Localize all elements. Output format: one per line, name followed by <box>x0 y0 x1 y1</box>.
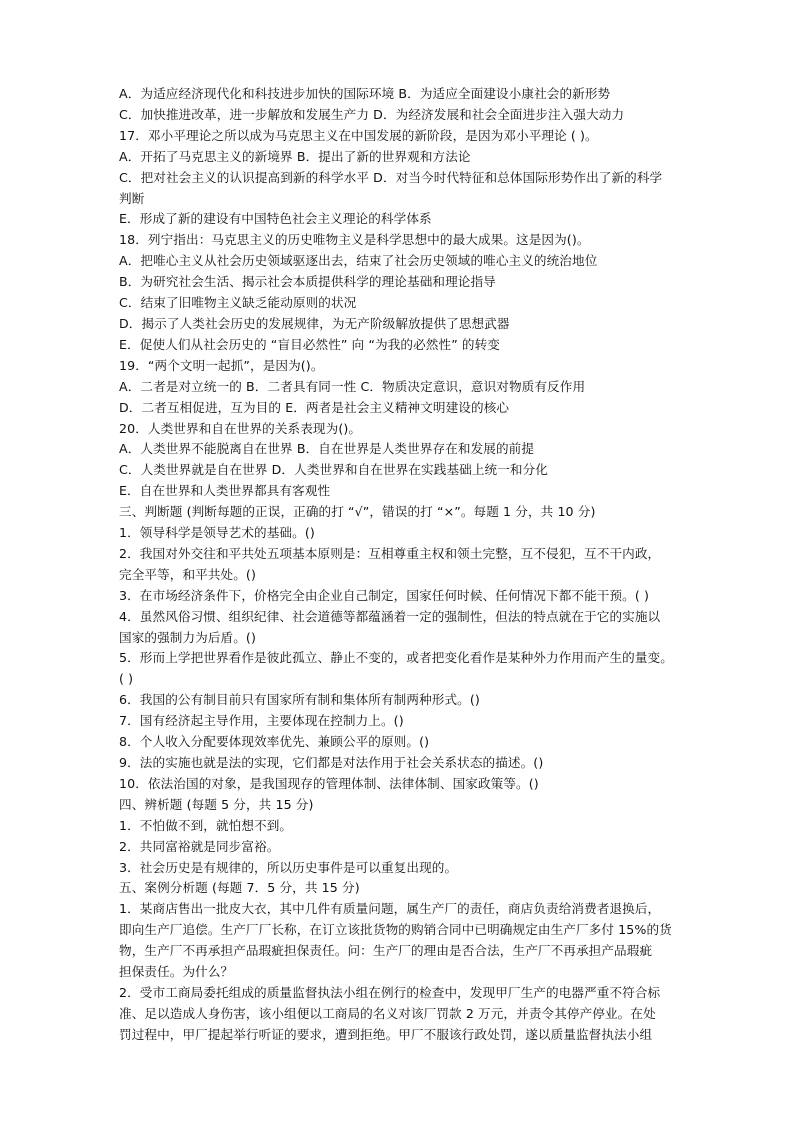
question-stem: 20．人类世界和自在世界的关系表现为()。 <box>119 420 362 436</box>
document-page <box>119 84 711 1046</box>
text-line: 7．国有经济起主导作用，主要体现在控制力上。() <box>119 713 404 729</box>
text-line: E．自在世界和人类世界都具有客观性 <box>119 483 331 499</box>
text-line: C．人类世界就是自在世界 D．人类世界和自在世界在实践基础上统一和分化 <box>119 462 548 478</box>
text-line: B．为研究社会生活、揭示社会本质提供科学的理论基础和理论指导 <box>119 274 496 290</box>
text-line: 物，生产厂不再承担产品瑕疵担保责任。问：生产厂的理由是否合法，生产厂不再承担产品瑕疵 <box>119 943 653 959</box>
text-line: 3．社会历史是有规律的，所以历史事件是可以重复出现的。 <box>119 859 458 875</box>
section-heading: 五、案例分析题 (每题 7．5 分，共 15 分) <box>119 880 360 896</box>
question-stem: 18．列宁指出：马克思主义的历史唯物主义是科学思想中的最大成果。这是因为()。 <box>119 232 590 248</box>
text-line: D．二者互相促进，互为目的 E．两者是社会主义精神文明建设的核心 <box>119 399 510 415</box>
text-line: E．形成了新的建设有中国特色社会主义理论的科学体系 <box>119 211 432 227</box>
text-line: 3．在市场经济条件下，价格完全由企业自己制定，国家任何时候、任何情况下都不能干预。( ) <box>119 587 649 603</box>
text-line: D．揭示了人类社会历史的发展规律，为无产阶级解放提供了思想武器 <box>119 315 510 331</box>
text-line: 4．虽然风俗习惯、组织纪律、社会道德等都蕴涵着一定的强制性，但法的特点就在于它的实施以 <box>119 608 661 624</box>
text-line: 2．我国对外交往和平共处五项基本原则是：互相尊重主权和领土完整，互不侵犯，互不干内政， <box>119 545 661 561</box>
text-line: ( ) <box>119 671 134 687</box>
text-line: 1．领导科学是领导艺术的基础。() <box>119 525 315 541</box>
text-line: 判断 <box>119 190 145 206</box>
question-stem: 19．“两个文明一起抓”，是因为()。 <box>119 357 324 373</box>
section-heading: 四、辨析题 (每题 5 分，共 15 分) <box>119 796 314 812</box>
text-line: 罚过程中，甲厂提起举行听证的要求，遭到拒绝。甲厂不服该行政处罚，遂以质量监督执法小组 <box>119 1026 653 1042</box>
text-line: 完全平等，和平共处。() <box>119 566 256 582</box>
text-line: 8．个人收入分配要体现效率优先、兼顾公平的原则。() <box>119 734 430 750</box>
question-stem: 17．邓小平理论之所以成为马克思主义在中国发展的新阶段，是因为邓小平理论 ( )。 <box>119 127 598 143</box>
text-line: 10．依法治国的对象，是我国现存的管理体制、法律体制、国家政策等。() <box>119 775 539 791</box>
text-line: A．把唯心主义从社会历史领域驱逐出去，结束了社会历史领域的唯心主义的统治地位 <box>119 253 598 269</box>
text-line: A．人类世界不能脱离自在世界 B．自在世界是人类世界存在和发展的前提 <box>119 441 535 457</box>
section-heading: 三、判断题 (判断每题的正误，正确的打 “√”，错误的打 “×”。每题 1 分，共 10 分) <box>119 504 596 520</box>
text-line: 6．我国的公有制目前只有国家所有制和集体所有制两种形式。() <box>119 692 480 708</box>
text-line: A．开拓了马克思主义的新境界 B．提出了新的世界观和方法论 <box>119 148 471 164</box>
text-line: 5．形而上学把世界看作是彼此孤立、静止不变的，或者把变化看作是某种外力作用而产生的量变。 <box>119 650 673 666</box>
text-line: 国家的强制力为后盾。() <box>119 629 256 645</box>
text-line: E．促使人们从社会历史的 “盲目必然性” 向 “为我的必然性” 的转变 <box>119 336 501 352</box>
text-line: C．把对社会主义的认识提高到新的科学水平 D．对当今时代特征和总体国际形势作出了新的科学 <box>119 169 663 185</box>
text-line: 担保责任。为什么？ <box>119 964 234 980</box>
text-line: 2．受市工商局委托组成的质量监督执法小组在例行的检查中，发现甲厂生产的电器严重不符合标 <box>119 984 661 1000</box>
text-line: 9．法的实施也就是法的实现，它们都是对法作用于社会关系状态的描述。() <box>119 755 544 770</box>
text-line: C．加快推进改革，进一步解放和发展生产力 D．为经济发展和社会全面进步注入强大动力 <box>119 106 625 122</box>
text-line: 1．某商店售出一批皮大衣，其中几件有质量问题，属生产厂的责任，商店负责给消费者退换后， <box>119 901 661 917</box>
text-line: A．为适应经济现代化和科技进步加快的国际环境 B．为适应全面建设小康社会的新形势 <box>119 86 611 101</box>
text-line: 准、足以造成人身伤害，该小组便以工商局的名义对该厂罚款 2 万元，并责令其停产停业。在处 <box>119 1005 656 1021</box>
text-line: C．结束了旧唯物主义缺乏能动原则的状况 <box>119 295 357 311</box>
text-line: 1．不怕做不到，就怕想不到。 <box>119 817 293 833</box>
text-line: 2．共同富裕就是同步富裕。 <box>119 838 280 854</box>
text-line: 即向生产厂追偿。生产厂厂长称，在订立该批货物的购销合同中已明确规定由生产厂多付 15%的货 <box>119 922 672 938</box>
text-line: A．二者是对立统一的 B．二者具有同一性 C．物质决定意识，意识对物质有反作用 <box>119 378 586 394</box>
